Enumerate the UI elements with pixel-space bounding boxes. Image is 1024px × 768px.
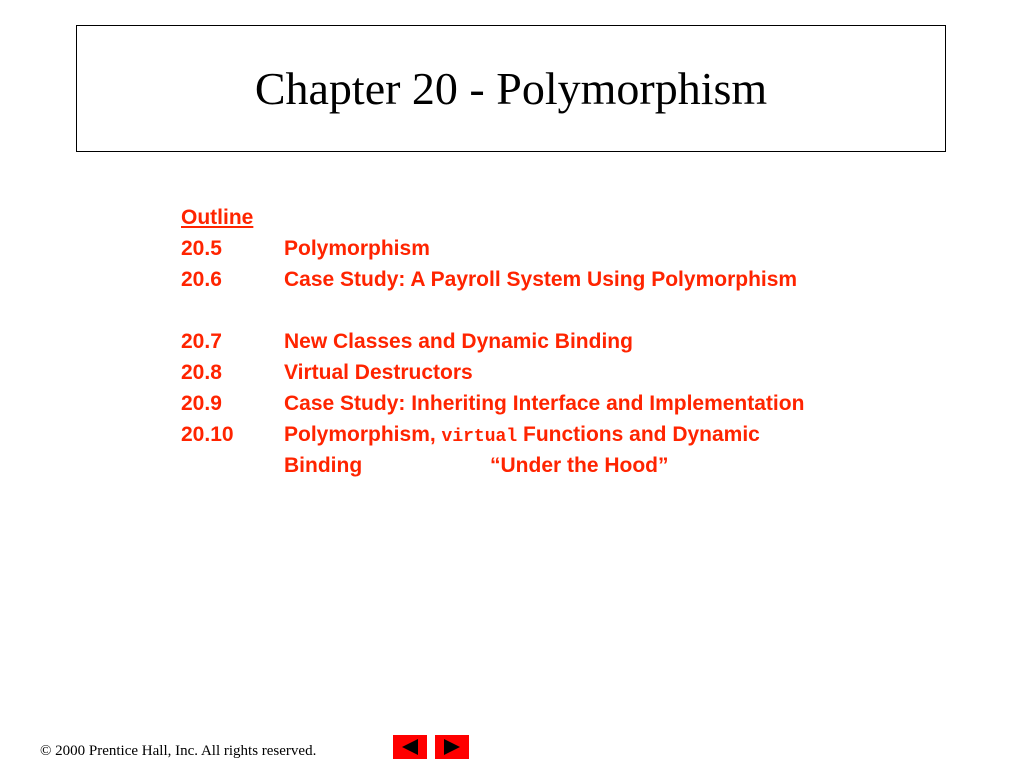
code-keyword: virtual [441,427,518,447]
section-title: New Classes and Dynamic Binding [284,330,633,353]
outline-item [181,233,430,264]
outline-item-continuation [181,450,669,481]
left-triangle-icon [400,738,420,756]
title-box [76,25,946,152]
section-title: Polymorphism [284,237,430,260]
section-number: 20.9 [181,392,222,415]
outline-spacer [181,295,253,326]
outline-section [181,203,805,481]
outline-heading: Outline [181,206,254,229]
previous-slide-button[interactable] [393,735,427,759]
section-title: Virtual Destructors [284,361,473,384]
section-number: 20.6 [181,268,222,291]
outline-item [181,264,798,295]
next-slide-button[interactable] [435,735,469,759]
section-number: 20.8 [181,361,222,384]
outline-item [181,388,805,419]
copyright-footer: © 2000 Prentice Hall, Inc. All rights reserved. [40,743,317,759]
section-number: 20.10 [181,423,234,446]
page-title: Chapter 20 - Polymorphism [254,63,768,114]
section-number: 20.7 [181,330,222,353]
outline-item [181,419,760,450]
right-triangle-icon [442,738,462,756]
section-title [284,419,760,453]
section-number: 20.5 [181,237,222,260]
section-title: Case Study: Inheriting Interface and Implementation [284,392,805,415]
section-title-continuation: “Under the Hood” [490,454,669,477]
section-title-part: Functions and Dynamic [517,423,760,446]
outline-item [181,357,473,388]
section-title-continuation: Binding [284,454,363,477]
outline-item [181,326,633,357]
section-title-part: Polymorphism, [284,423,442,446]
section-title: Case Study: A Payroll System Using Polymorphism [284,268,798,291]
